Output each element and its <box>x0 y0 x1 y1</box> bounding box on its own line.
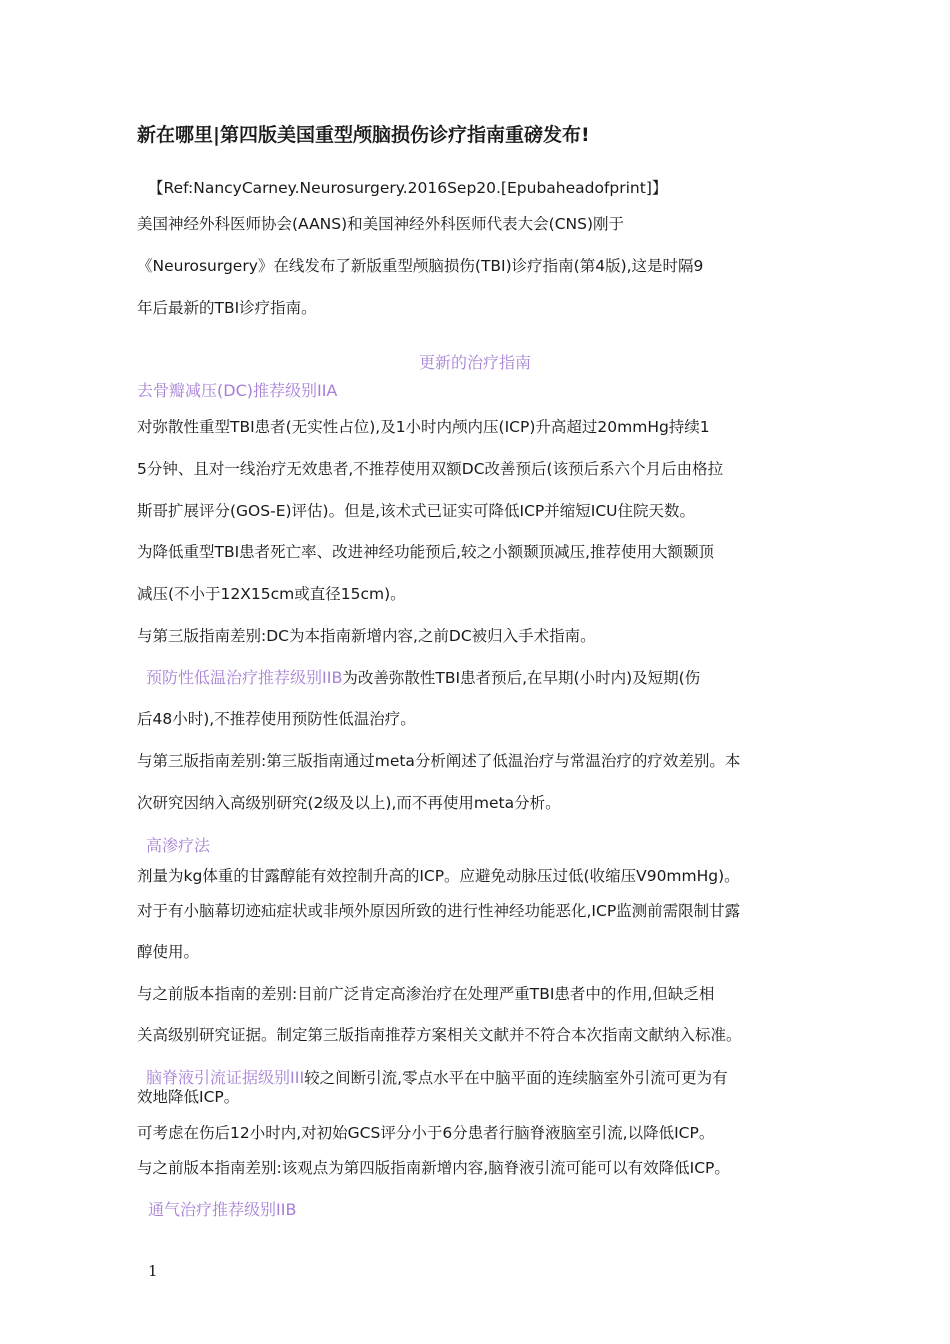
intro-line-1: 美国神经外科医师协会(AANS)和美国神经外科医师代表大会(CNS)刚于 <box>137 215 625 233</box>
csf-p3: 与之前版本指南差别:该观点为第四版指南新增内容,脑脊液引流可能可以有效降低ICP。 <box>137 1159 730 1177</box>
hypo-p2-line-2: 次研究因纳入高级别研究(2级及以上),而不再使用meta分析。 <box>137 794 561 812</box>
osmo-p2-line-1: 对于有小脑幕切迹疝症状或非颅外原因所致的进行性神经功能恶化,ICP监测前需限制甘露 <box>137 902 741 920</box>
csf-p2: 可考虑在伤后12小时内,对初始GCS评分小于6分患者行脑脊液脑室引流,以降低ICP。 <box>137 1124 715 1142</box>
dc-heading: 去骨瓣减压(DC)推荐级别IIA <box>137 381 338 400</box>
dc-p1-line-1: 对弥散性重型TBI患者(无实性占位),及1小时内颅内压(ICP)升高超过20mmHg持续1 <box>137 418 710 436</box>
vent-heading: 通气治疗推荐级别IIB <box>148 1200 297 1219</box>
hypo-heading: 预防性低温治疗推荐级别IIB <box>146 668 343 687</box>
dc-p1-line-3: 斯哥扩展评分(GOS-E)评估)。但是,该术式已证实可降低ICP并缩短ICU住院天数。 <box>137 502 695 520</box>
intro-line-2: 《Neurosurgery》在线发布了新版重型颅脑损伤(TBI)诊疗指南(第4版),这是时隔9 <box>137 257 704 275</box>
intro-line-3: 年后最新的TBI诊疗指南。 <box>137 299 317 317</box>
page-number: 1 <box>148 1262 158 1280</box>
hypo-p1-line-2: 后48小时),不推荐使用预防性低温治疗。 <box>137 710 416 728</box>
csf-paragraph-line-1 <box>146 1068 728 1088</box>
dc-p1-line-2: 5分钟、且对一线治疗无效患者,不推荐使用双额DC改善预后(该预后系六个月后由格拉 <box>137 460 724 478</box>
document-title: 新在哪里|第四版美国重型颅脑损伤诊疗指南重磅发布! <box>137 124 590 146</box>
osmo-p3-line-1: 与之前版本指南的差别:目前广泛肯定高渗治疗在处理严重TBI患者中的作用,但缺乏相 <box>137 985 715 1003</box>
reference-line: 【Ref:NancyCarney.Neurosurgery.2016Sep20.[Epubaheadofprint]】 <box>148 179 668 197</box>
osmo-p2-line-2: 醇使用。 <box>137 943 200 961</box>
osmo-p3-line-2: 关高级别研究证据。制定第三版指南推荐方案相关文献并不符合本次指南文献纳入标准。 <box>137 1026 742 1044</box>
osmo-heading: 高渗疗法 <box>146 836 211 855</box>
dc-p2-line-2: 减压(不小于12X15cm或直径15cm)。 <box>137 585 406 603</box>
osmo-p1: 剂量为kg体重的甘露醇能有效控制升高的ICP。应避免动脉压过低(收缩压V90mmHg)。 <box>137 867 740 885</box>
dc-p3: 与第三版指南差别:DC为本指南新增内容,之前DC被归入手术指南。 <box>137 627 596 645</box>
section-title: 更新的治疗指南 <box>418 353 531 372</box>
hypo-paragraph-line-1 <box>146 668 700 688</box>
hypo-p1-rest: 为改善弥散性TBI患者预后,在早期(小时内)及短期(伤 <box>342 669 701 687</box>
csf-p1-rest: 较之间断引流,零点水平在中脑平面的连续脑室外引流可更为有 <box>304 1069 728 1087</box>
dc-p2-line-1: 为降低重型TBI患者死亡率、改进神经功能预后,较之小额颞顶减压,推荐使用大额颞顶 <box>137 543 715 561</box>
hypo-p2-line-1: 与第三版指南差别:第三版指南通过meta分析阐述了低温治疗与常温治疗的疗效差别。本 <box>137 752 741 770</box>
csf-p1-line-2: 效地降低ICP。 <box>137 1088 240 1106</box>
csf-heading: 脑脊液引流证据级别III <box>146 1068 305 1087</box>
